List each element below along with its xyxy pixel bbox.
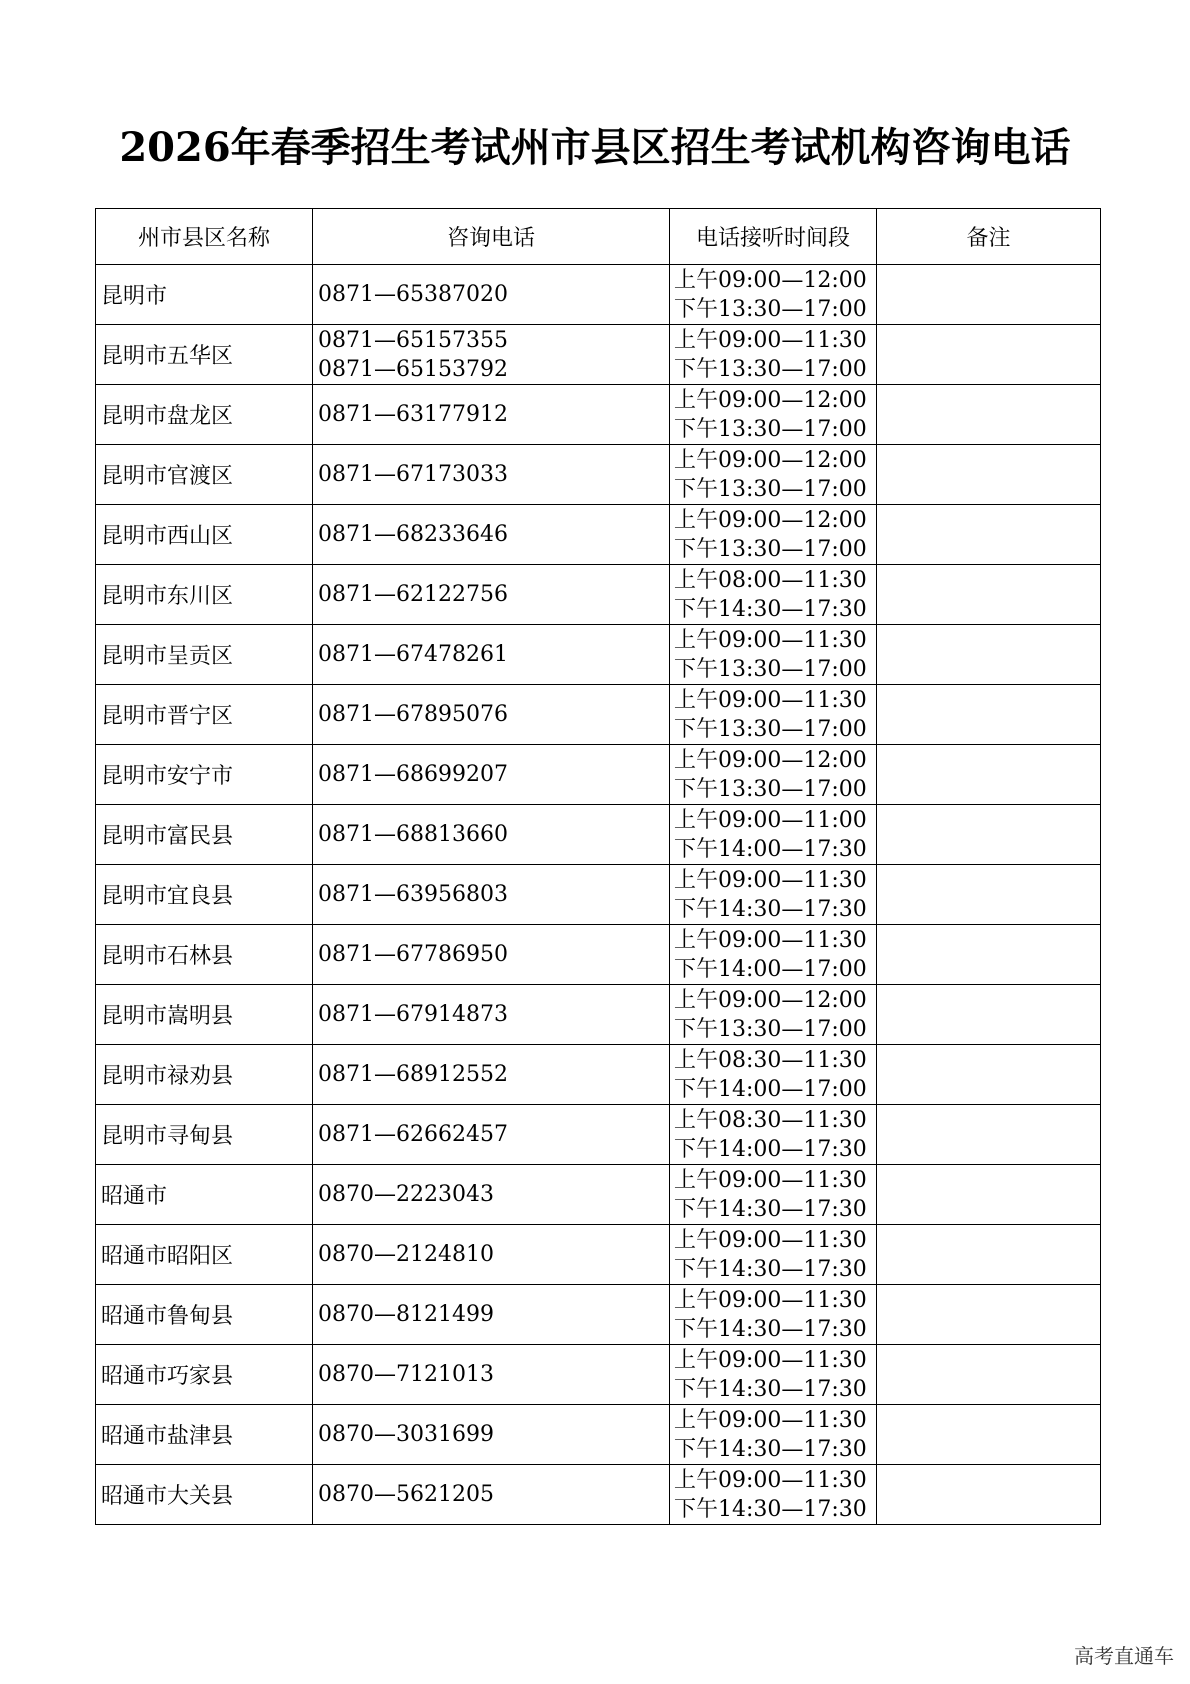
phone-cell	[313, 1345, 670, 1405]
table-row	[96, 1285, 1101, 1345]
afternoon-hours: 下午14:30—17:30	[674, 1256, 867, 1282]
phone-cell	[313, 1465, 670, 1525]
afternoon-hours: 下午13:30—17:00	[674, 536, 867, 562]
table-row	[96, 1345, 1101, 1405]
table-row	[96, 865, 1101, 925]
note-cell	[877, 625, 1101, 685]
region-name-cell: 昆明市盘龙区	[96, 385, 313, 445]
phone-cell	[313, 985, 670, 1045]
afternoon-hours: 下午14:30—17:30	[674, 1196, 867, 1222]
afternoon-hours: 下午13:30—17:00	[674, 1016, 867, 1042]
phone-cell	[313, 565, 670, 625]
hours-cell	[670, 685, 877, 745]
table-row	[96, 445, 1101, 505]
phone-cell	[313, 445, 670, 505]
phone-cell	[313, 385, 670, 445]
phone-number: 0870—2223043	[318, 1182, 494, 1207]
table-row	[96, 505, 1101, 565]
phone-number: 0871—68233646	[318, 522, 508, 547]
phone-cell	[313, 745, 670, 805]
note-cell	[877, 1405, 1101, 1465]
note-cell	[877, 1465, 1101, 1525]
phone-number: 0871—68912552	[318, 1062, 508, 1087]
phone-cell	[313, 325, 670, 385]
region-name-cell: 昆明市嵩明县	[96, 985, 313, 1045]
table-row	[96, 325, 1101, 385]
note-cell	[877, 385, 1101, 445]
morning-hours: 上午09:00—11:30	[674, 627, 867, 653]
region-name-cell: 昭通市鲁甸县	[96, 1285, 313, 1345]
morning-hours: 上午09:00—11:30	[674, 1407, 867, 1433]
phone-number: 0870—5621205	[318, 1482, 494, 1507]
header-region-name: 州市县区名称	[96, 209, 313, 265]
hours-cell	[670, 985, 877, 1045]
note-cell	[877, 1105, 1101, 1165]
note-cell	[877, 805, 1101, 865]
morning-hours: 上午09:00—11:30	[674, 927, 867, 953]
hours-cell	[670, 1285, 877, 1345]
note-cell	[877, 685, 1101, 745]
morning-hours: 上午08:30—11:30	[674, 1107, 867, 1133]
phone-number: 0871—67914873	[318, 1002, 508, 1027]
note-cell	[877, 925, 1101, 985]
afternoon-hours: 下午14:00—17:30	[674, 836, 867, 862]
phone-number: 0871—65387020	[318, 282, 508, 307]
note-cell	[877, 1165, 1101, 1225]
phone-number: 0870—8121499	[318, 1302, 494, 1327]
phone-cell	[313, 865, 670, 925]
note-cell	[877, 985, 1101, 1045]
afternoon-hours: 下午14:00—17:00	[674, 1076, 867, 1102]
hours-cell	[670, 1165, 877, 1225]
table-row	[96, 745, 1101, 805]
morning-hours: 上午09:00—11:30	[674, 1167, 867, 1193]
note-cell	[877, 565, 1101, 625]
afternoon-hours: 下午13:30—17:00	[674, 656, 867, 682]
afternoon-hours: 下午14:00—17:30	[674, 1136, 867, 1162]
phone-number: 0871—65157355	[318, 327, 508, 353]
contact-table	[95, 208, 1101, 1525]
morning-hours: 上午09:00—12:00	[674, 267, 867, 293]
hours-cell	[670, 505, 877, 565]
afternoon-hours: 下午13:30—17:00	[674, 476, 867, 502]
hours-cell	[670, 625, 877, 685]
phone-number: 0871—67786950	[318, 942, 508, 967]
phone-number: 0871—63956803	[318, 882, 508, 907]
region-name-cell: 昆明市官渡区	[96, 445, 313, 505]
hours-cell	[670, 865, 877, 925]
region-name-cell: 昆明市东川区	[96, 565, 313, 625]
phone-number: 0871—63177912	[318, 402, 508, 427]
phone-number: 0871—67173033	[318, 462, 508, 487]
hours-cell	[670, 745, 877, 805]
phone-cell	[313, 925, 670, 985]
afternoon-hours: 下午13:30—17:00	[674, 776, 867, 802]
note-cell	[877, 1045, 1101, 1105]
morning-hours: 上午08:30—11:30	[674, 1047, 867, 1073]
region-name-cell: 昭通市盐津县	[96, 1405, 313, 1465]
morning-hours: 上午09:00—12:00	[674, 987, 867, 1013]
note-cell	[877, 1285, 1101, 1345]
morning-hours: 上午09:00—12:00	[674, 447, 867, 473]
table-row	[96, 385, 1101, 445]
table-row	[96, 625, 1101, 685]
region-name-cell: 昆明市呈贡区	[96, 625, 313, 685]
header-hours: 电话接听时间段	[670, 209, 877, 265]
region-name-cell: 昆明市西山区	[96, 505, 313, 565]
header-phone: 咨询电话	[313, 209, 670, 265]
afternoon-hours: 下午14:00—17:00	[674, 956, 867, 982]
page-title: 2026年春季招生考试州市县区招生考试机构咨询电话	[119, 124, 1071, 171]
afternoon-hours: 下午14:30—17:30	[674, 1496, 867, 1522]
table-row	[96, 1465, 1101, 1525]
phone-cell	[313, 805, 670, 865]
afternoon-hours: 下午13:30—17:00	[674, 716, 867, 742]
afternoon-hours: 下午14:30—17:30	[674, 1436, 867, 1462]
region-name-cell: 昭通市	[96, 1165, 313, 1225]
phone-cell	[313, 505, 670, 565]
region-name-cell: 昆明市五华区	[96, 325, 313, 385]
morning-hours: 上午09:00—11:30	[674, 867, 867, 893]
note-cell	[877, 1225, 1101, 1285]
phone-number: 0871—67895076	[318, 702, 508, 727]
table-row	[96, 565, 1101, 625]
phone-number: 0871—62662457	[318, 1122, 508, 1147]
region-name-cell: 昆明市	[96, 265, 313, 325]
afternoon-hours: 下午14:30—17:30	[674, 1316, 867, 1342]
afternoon-hours: 下午13:30—17:00	[674, 296, 867, 322]
region-name-cell: 昆明市石林县	[96, 925, 313, 985]
table-body	[96, 265, 1101, 1525]
phone-cell	[313, 1285, 670, 1345]
phone-cell	[313, 1105, 670, 1165]
hours-cell	[670, 1345, 877, 1405]
note-cell	[877, 325, 1101, 385]
phone-cell	[313, 1225, 670, 1285]
note-cell	[877, 445, 1101, 505]
afternoon-hours: 下午13:30—17:00	[674, 416, 867, 442]
hours-cell	[670, 1105, 877, 1165]
hours-cell	[670, 385, 877, 445]
region-name-cell: 昭通市巧家县	[96, 1345, 313, 1405]
phone-number: 0870—7121013	[318, 1362, 494, 1387]
morning-hours: 上午09:00—12:00	[674, 507, 867, 533]
afternoon-hours: 下午14:30—17:30	[674, 1376, 867, 1402]
table-row	[96, 685, 1101, 745]
phone-number: 0870—3031699	[318, 1422, 494, 1447]
afternoon-hours: 下午14:30—17:30	[674, 896, 867, 922]
hours-cell	[670, 1405, 877, 1465]
watermark-text: 高考直通车	[1074, 1644, 1174, 1668]
hours-cell	[670, 445, 877, 505]
region-name-cell: 昆明市晋宁区	[96, 685, 313, 745]
phone-number: 0871—67478261	[318, 642, 508, 667]
morning-hours: 上午09:00—11:00	[674, 807, 867, 833]
phone-cell	[313, 1405, 670, 1465]
hours-cell	[670, 325, 877, 385]
afternoon-hours: 下午13:30—17:00	[674, 356, 867, 382]
region-name-cell: 昆明市禄劝县	[96, 1045, 313, 1105]
region-name-cell: 昭通市昭阳区	[96, 1225, 313, 1285]
table-header-row	[96, 209, 1101, 265]
note-cell	[877, 865, 1101, 925]
hours-cell	[670, 565, 877, 625]
morning-hours: 上午09:00—11:30	[674, 1467, 867, 1493]
hours-cell	[670, 1225, 877, 1285]
morning-hours: 上午09:00—11:30	[674, 687, 867, 713]
hours-cell	[670, 1045, 877, 1105]
phone-number: 0871—62122756	[318, 582, 508, 607]
morning-hours: 上午09:00—12:00	[674, 747, 867, 773]
morning-hours: 上午09:00—11:30	[674, 1347, 867, 1373]
table-row	[96, 1105, 1101, 1165]
phone-cell	[313, 265, 670, 325]
table-row	[96, 925, 1101, 985]
region-name-cell: 昆明市寻甸县	[96, 1105, 313, 1165]
note-cell	[877, 505, 1101, 565]
hours-cell	[670, 805, 877, 865]
phone-number: 0871—68699207	[318, 762, 508, 787]
morning-hours: 上午09:00—11:30	[674, 1227, 867, 1253]
table-row	[96, 265, 1101, 325]
phone-cell	[313, 1165, 670, 1225]
region-name-cell: 昭通市大关县	[96, 1465, 313, 1525]
region-name-cell: 昆明市安宁市	[96, 745, 313, 805]
phone-cell	[313, 1045, 670, 1105]
header-note: 备注	[877, 209, 1101, 265]
hours-cell	[670, 925, 877, 985]
table-row	[96, 805, 1101, 865]
phone-number: 0871—65153792	[318, 356, 508, 382]
phone-number: 0871—68813660	[318, 822, 508, 847]
note-cell	[877, 745, 1101, 805]
morning-hours: 上午09:00—11:30	[674, 327, 867, 353]
morning-hours: 上午09:00—12:00	[674, 387, 867, 413]
table-row	[96, 1405, 1101, 1465]
table-row	[96, 1045, 1101, 1105]
region-name-cell: 昆明市宜良县	[96, 865, 313, 925]
note-cell	[877, 265, 1101, 325]
morning-hours: 上午08:00—11:30	[674, 567, 867, 593]
phone-number: 0870—2124810	[318, 1242, 494, 1267]
phone-cell	[313, 685, 670, 745]
region-name-cell: 昆明市富民县	[96, 805, 313, 865]
phone-cell	[313, 625, 670, 685]
hours-cell	[670, 265, 877, 325]
table-row	[96, 985, 1101, 1045]
note-cell	[877, 1345, 1101, 1405]
hours-cell	[670, 1465, 877, 1525]
table-row	[96, 1225, 1101, 1285]
table-row	[96, 1165, 1101, 1225]
morning-hours: 上午09:00—11:30	[674, 1287, 867, 1313]
afternoon-hours: 下午14:30—17:30	[674, 596, 867, 622]
